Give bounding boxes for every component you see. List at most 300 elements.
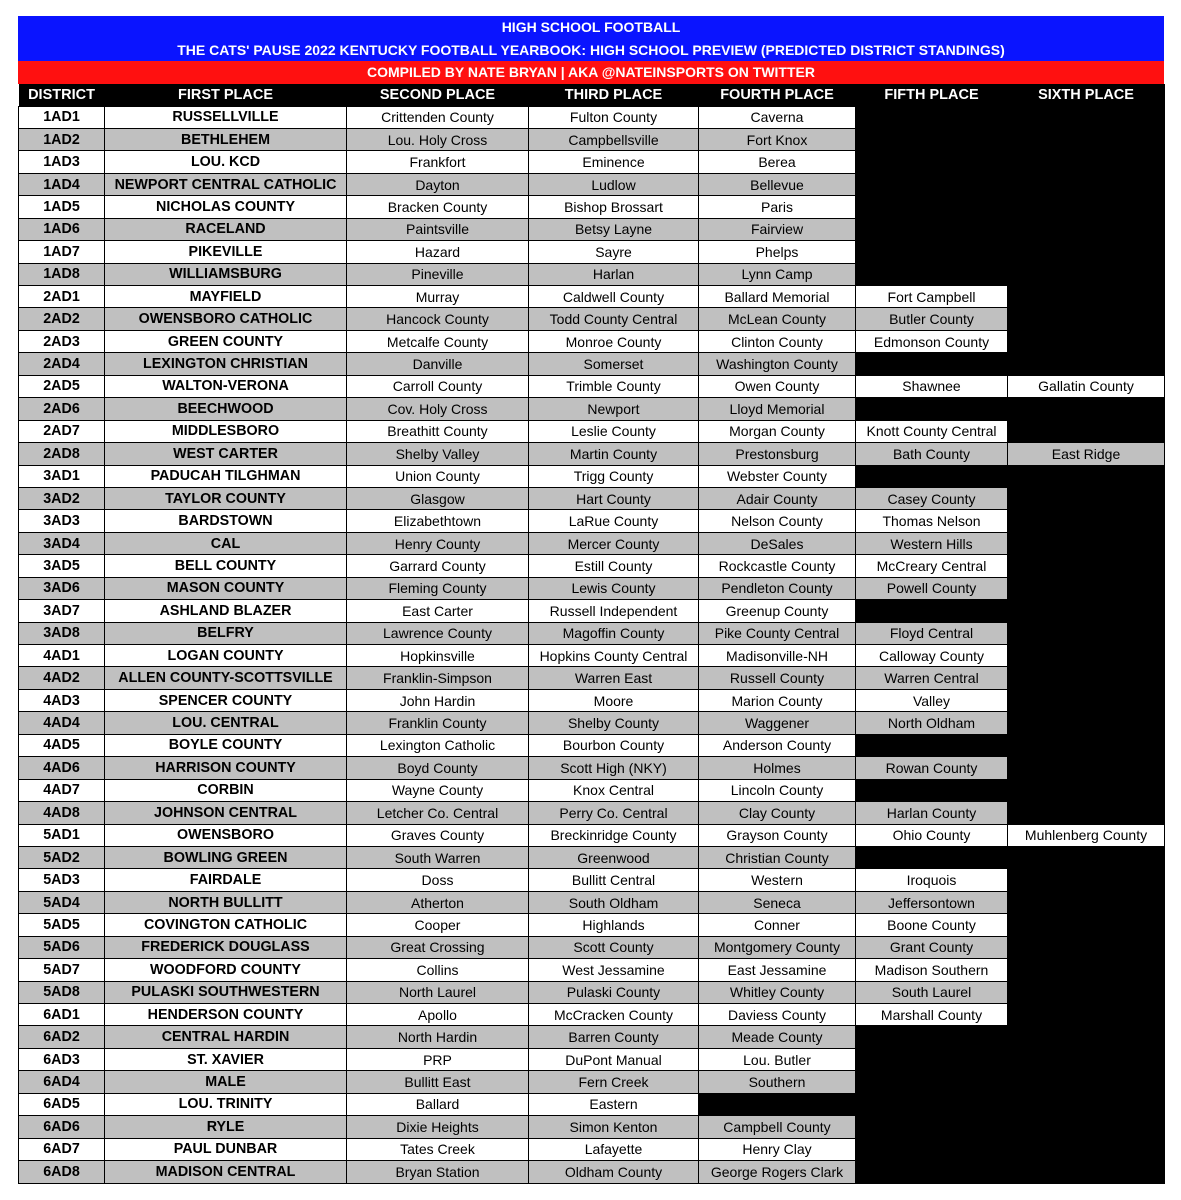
fifth-place-cell: Jeffersontown — [856, 891, 1008, 913]
sixth-place-cell — [1008, 1026, 1165, 1048]
first-place-cell: NORTH BULLITT — [105, 891, 347, 913]
table-row — [19, 128, 1165, 150]
first-place-cell: JOHNSON CENTRAL — [105, 802, 347, 824]
first-place-cell: MALE — [105, 1071, 347, 1093]
table-row — [19, 622, 1165, 644]
fifth-place-cell: Floyd Central — [856, 622, 1008, 644]
fourth-place-cell: Berea — [699, 151, 856, 173]
district-cell: 1AD1 — [19, 106, 105, 128]
fifth-place-cell: Powell County — [856, 577, 1008, 599]
district-cell: 5AD3 — [19, 869, 105, 891]
sixth-place-cell — [1008, 959, 1165, 981]
fifth-place-cell: Grant County — [856, 936, 1008, 958]
fifth-place-cell — [856, 1071, 1008, 1093]
table-row — [19, 308, 1165, 330]
sixth-place-cell — [1008, 196, 1165, 218]
column-header-fourth-place: FOURTH PLACE — [699, 84, 856, 107]
table-row — [19, 757, 1165, 779]
first-place-cell: BELFRY — [105, 622, 347, 644]
second-place-cell: South Warren — [347, 846, 529, 868]
third-place-cell: Perry Co. Central — [529, 802, 699, 824]
third-place-cell: Harlan — [529, 263, 699, 285]
second-place-cell: Wayne County — [347, 779, 529, 801]
fourth-place-cell: Caverna — [699, 106, 856, 128]
first-place-cell: ASHLAND BLAZER — [105, 600, 347, 622]
district-cell: 2AD3 — [19, 330, 105, 352]
sixth-place-cell — [1008, 779, 1165, 801]
fifth-place-cell: Madison Southern — [856, 959, 1008, 981]
fourth-place-cell: East Jessamine — [699, 959, 856, 981]
fifth-place-cell — [856, 173, 1008, 195]
sixth-place-cell — [1008, 1116, 1165, 1138]
table-row — [19, 106, 1165, 128]
first-place-cell: HENDERSON COUNTY — [105, 1004, 347, 1026]
third-place-cell: McCracken County — [529, 1004, 699, 1026]
fifth-place-cell — [856, 398, 1008, 420]
table-row — [19, 1116, 1165, 1138]
sixth-place-cell — [1008, 645, 1165, 667]
district-cell: 5AD5 — [19, 914, 105, 936]
district-cell: 3AD7 — [19, 600, 105, 622]
table-row — [19, 1161, 1165, 1183]
second-place-cell: Henry County — [347, 532, 529, 554]
district-cell: 4AD1 — [19, 645, 105, 667]
fourth-place-cell: Pike County Central — [699, 622, 856, 644]
table-row — [19, 263, 1165, 285]
district-cell: 6AD6 — [19, 1116, 105, 1138]
table-row — [19, 936, 1165, 958]
second-place-cell: John Hardin — [347, 689, 529, 711]
second-place-cell: Breathitt County — [347, 420, 529, 442]
table-row — [19, 353, 1165, 375]
district-cell: 6AD1 — [19, 1004, 105, 1026]
table-row — [19, 645, 1165, 667]
district-cell: 2AD7 — [19, 420, 105, 442]
first-place-cell: LEXINGTON CHRISTIAN — [105, 353, 347, 375]
sixth-place-cell: Muhlenberg County — [1008, 824, 1165, 846]
third-place-cell: Campbellsville — [529, 128, 699, 150]
column-header-second-place: SECOND PLACE — [347, 84, 529, 107]
first-place-cell: TAYLOR COUNTY — [105, 487, 347, 509]
table-row — [19, 398, 1165, 420]
first-place-cell: BELL COUNTY — [105, 555, 347, 577]
district-cell: 1AD6 — [19, 218, 105, 240]
third-place-cell: South Oldham — [529, 891, 699, 913]
sixth-place-cell — [1008, 353, 1165, 375]
first-place-cell: NEWPORT CENTRAL CATHOLIC — [105, 173, 347, 195]
fifth-place-cell — [856, 846, 1008, 868]
second-place-cell: Metcalfe County — [347, 330, 529, 352]
fifth-place-cell: North Oldham — [856, 712, 1008, 734]
sixth-place-cell — [1008, 241, 1165, 263]
fourth-place-cell: Pendleton County — [699, 577, 856, 599]
table-row — [19, 779, 1165, 801]
second-place-cell: Bracken County — [347, 196, 529, 218]
first-place-cell: CORBIN — [105, 779, 347, 801]
subtitle-banner: THE CATS' PAUSE 2022 KENTUCKY FOOTBALL YEARBOOK: HIGH SCHOOL PREVIEW (PREDICTED DISTRICT STANDINGS) — [18, 39, 1164, 62]
sixth-place-cell — [1008, 981, 1165, 1003]
fourth-place-cell: Lloyd Memorial — [699, 398, 856, 420]
second-place-cell: Dixie Heights — [347, 1116, 529, 1138]
second-place-cell: Carroll County — [347, 375, 529, 397]
third-place-cell: Fulton County — [529, 106, 699, 128]
fourth-place-cell: Washington County — [699, 353, 856, 375]
third-place-cell: Eminence — [529, 151, 699, 173]
first-place-cell: NICHOLAS COUNTY — [105, 196, 347, 218]
district-cell: 4AD2 — [19, 667, 105, 689]
fourth-place-cell: Fort Knox — [699, 128, 856, 150]
standings-table — [18, 84, 1165, 1184]
fifth-place-cell — [856, 151, 1008, 173]
fifth-place-cell: Edmonson County — [856, 330, 1008, 352]
fourth-place-cell: Greenup County — [699, 600, 856, 622]
third-place-cell: Hart County — [529, 487, 699, 509]
fifth-place-cell: Thomas Nelson — [856, 510, 1008, 532]
third-place-cell: Todd County Central — [529, 308, 699, 330]
third-place-cell: Caldwell County — [529, 286, 699, 308]
table-row — [19, 959, 1165, 981]
second-place-cell: Paintsville — [347, 218, 529, 240]
second-place-cell: Letcher Co. Central — [347, 802, 529, 824]
third-place-cell: Trigg County — [529, 465, 699, 487]
credit-banner: COMPILED BY NATE BRYAN | AKA @NATEINSPORTS ON TWITTER — [18, 61, 1164, 84]
third-place-cell: Betsy Layne — [529, 218, 699, 240]
sixth-place-cell — [1008, 712, 1165, 734]
district-cell: 3AD5 — [19, 555, 105, 577]
second-place-cell: Tates Creek — [347, 1138, 529, 1160]
first-place-cell: LOU. CENTRAL — [105, 712, 347, 734]
third-place-cell: Breckinridge County — [529, 824, 699, 846]
sixth-place-cell — [1008, 555, 1165, 577]
fourth-place-cell: Phelps — [699, 241, 856, 263]
district-cell: 4AD5 — [19, 734, 105, 756]
table-row — [19, 532, 1165, 554]
third-place-cell: Oldham County — [529, 1161, 699, 1183]
title-banner: HIGH SCHOOL FOOTBALL — [18, 16, 1164, 39]
sixth-place-cell — [1008, 151, 1165, 173]
fourth-place-cell: McLean County — [699, 308, 856, 330]
sixth-place-cell — [1008, 689, 1165, 711]
fourth-place-cell: Western — [699, 869, 856, 891]
table-row — [19, 151, 1165, 173]
fourth-place-cell: Lincoln County — [699, 779, 856, 801]
third-place-cell: Lafayette — [529, 1138, 699, 1160]
district-cell: 2AD1 — [19, 286, 105, 308]
table-row — [19, 420, 1165, 442]
fourth-place-cell: Conner — [699, 914, 856, 936]
first-place-cell: CAL — [105, 532, 347, 554]
column-header-third-place: THIRD PLACE — [529, 84, 699, 107]
fifth-place-cell: Knott County Central — [856, 420, 1008, 442]
first-place-cell: PIKEVILLE — [105, 241, 347, 263]
second-place-cell: Cooper — [347, 914, 529, 936]
table-row — [19, 196, 1165, 218]
fourth-place-cell: Fairview — [699, 218, 856, 240]
table-row — [19, 443, 1165, 465]
district-cell: 3AD2 — [19, 487, 105, 509]
third-place-cell: Scott County — [529, 936, 699, 958]
district-cell: 2AD6 — [19, 398, 105, 420]
sixth-place-cell — [1008, 891, 1165, 913]
fifth-place-cell — [856, 1093, 1008, 1115]
fifth-place-cell — [856, 241, 1008, 263]
third-place-cell: Lewis County — [529, 577, 699, 599]
second-place-cell: Atherton — [347, 891, 529, 913]
fourth-place-cell: Rockcastle County — [699, 555, 856, 577]
table-row — [19, 869, 1165, 891]
fifth-place-cell — [856, 1138, 1008, 1160]
fifth-place-cell: Rowan County — [856, 757, 1008, 779]
first-place-cell: LOU. KCD — [105, 151, 347, 173]
fourth-place-cell: Grayson County — [699, 824, 856, 846]
fourth-place-cell — [699, 1093, 856, 1115]
fifth-place-cell: McCreary Central — [856, 555, 1008, 577]
third-place-cell: Moore — [529, 689, 699, 711]
first-place-cell: WOODFORD COUNTY — [105, 959, 347, 981]
sixth-place-cell — [1008, 173, 1165, 195]
table-row — [19, 914, 1165, 936]
fourth-place-cell: Campbell County — [699, 1116, 856, 1138]
second-place-cell: Cov. Holy Cross — [347, 398, 529, 420]
second-place-cell: Pineville — [347, 263, 529, 285]
district-cell: 4AD3 — [19, 689, 105, 711]
first-place-cell: MIDDLESBORO — [105, 420, 347, 442]
fourth-place-cell: Southern — [699, 1071, 856, 1093]
sixth-place-cell — [1008, 465, 1165, 487]
sixth-place-cell — [1008, 622, 1165, 644]
second-place-cell: Bullitt East — [347, 1071, 529, 1093]
sixth-place-cell — [1008, 308, 1165, 330]
fourth-place-cell: Russell County — [699, 667, 856, 689]
third-place-cell: Warren East — [529, 667, 699, 689]
fourth-place-cell: Clay County — [699, 802, 856, 824]
district-cell: 2AD5 — [19, 375, 105, 397]
sixth-place-cell — [1008, 510, 1165, 532]
first-place-cell: FAIRDALE — [105, 869, 347, 891]
table-row — [19, 375, 1165, 397]
column-header-district: DISTRICT — [19, 84, 105, 107]
first-place-cell: BEECHWOOD — [105, 398, 347, 420]
second-place-cell: Shelby Valley — [347, 443, 529, 465]
fourth-place-cell: Prestonsburg — [699, 443, 856, 465]
sixth-place-cell — [1008, 667, 1165, 689]
table-row — [19, 824, 1165, 846]
district-cell: 1AD3 — [19, 151, 105, 173]
fourth-place-cell: Lou. Butler — [699, 1048, 856, 1070]
table-row — [19, 241, 1165, 263]
table-row — [19, 689, 1165, 711]
first-place-cell: LOGAN COUNTY — [105, 645, 347, 667]
sixth-place-cell — [1008, 1138, 1165, 1160]
first-place-cell: FREDERICK DOUGLASS — [105, 936, 347, 958]
table-row — [19, 510, 1165, 532]
fifth-place-cell — [856, 1026, 1008, 1048]
sixth-place-cell — [1008, 487, 1165, 509]
first-place-cell: BOWLING GREEN — [105, 846, 347, 868]
table-row — [19, 712, 1165, 734]
district-cell: 6AD3 — [19, 1048, 105, 1070]
third-place-cell: Mercer County — [529, 532, 699, 554]
column-header-first-place: FIRST PLACE — [105, 84, 347, 107]
table-row — [19, 802, 1165, 824]
sixth-place-cell — [1008, 330, 1165, 352]
fifth-place-cell: Butler County — [856, 308, 1008, 330]
second-place-cell: Murray — [347, 286, 529, 308]
fourth-place-cell: Adair County — [699, 487, 856, 509]
district-cell: 6AD4 — [19, 1071, 105, 1093]
district-cell: 1AD7 — [19, 241, 105, 263]
sixth-place-cell — [1008, 734, 1165, 756]
fifth-place-cell — [856, 600, 1008, 622]
sixth-place-cell — [1008, 286, 1165, 308]
fifth-place-cell — [856, 106, 1008, 128]
third-place-cell: Ludlow — [529, 173, 699, 195]
third-place-cell: Highlands — [529, 914, 699, 936]
second-place-cell: Graves County — [347, 824, 529, 846]
second-place-cell: Apollo — [347, 1004, 529, 1026]
third-place-cell: Hopkins County Central — [529, 645, 699, 667]
third-place-cell: Magoffin County — [529, 622, 699, 644]
second-place-cell: Great Crossing — [347, 936, 529, 958]
first-place-cell: BETHLEHEM — [105, 128, 347, 150]
first-place-cell: MADISON CENTRAL — [105, 1161, 347, 1183]
fifth-place-cell: Western Hills — [856, 532, 1008, 554]
second-place-cell: North Laurel — [347, 981, 529, 1003]
district-cell: 3AD4 — [19, 532, 105, 554]
district-cell: 3AD3 — [19, 510, 105, 532]
fifth-place-cell — [856, 196, 1008, 218]
fourth-place-cell: Lynn Camp — [699, 263, 856, 285]
first-place-cell: RACELAND — [105, 218, 347, 240]
district-cell: 2AD2 — [19, 308, 105, 330]
fourth-place-cell: Christian County — [699, 846, 856, 868]
third-place-cell: Eastern — [529, 1093, 699, 1115]
fourth-place-cell: George Rogers Clark — [699, 1161, 856, 1183]
standings-sheet — [18, 16, 1164, 1184]
table-row — [19, 1093, 1165, 1115]
first-place-cell: BARDSTOWN — [105, 510, 347, 532]
fourth-place-cell: Daviess County — [699, 1004, 856, 1026]
fifth-place-cell — [856, 465, 1008, 487]
second-place-cell: Collins — [347, 959, 529, 981]
sixth-place-cell — [1008, 757, 1165, 779]
fifth-place-cell: Calloway County — [856, 645, 1008, 667]
district-cell: 5AD7 — [19, 959, 105, 981]
table-row — [19, 891, 1165, 913]
first-place-cell: LOU. TRINITY — [105, 1093, 347, 1115]
first-place-cell: COVINGTON CATHOLIC — [105, 914, 347, 936]
district-cell: 3AD8 — [19, 622, 105, 644]
first-place-cell: RUSSELLVILLE — [105, 106, 347, 128]
third-place-cell: Leslie County — [529, 420, 699, 442]
third-place-cell: Scott High (NKY) — [529, 757, 699, 779]
third-place-cell: Monroe County — [529, 330, 699, 352]
sixth-place-cell — [1008, 263, 1165, 285]
fifth-place-cell: Warren Central — [856, 667, 1008, 689]
second-place-cell: Franklin-Simpson — [347, 667, 529, 689]
table-row — [19, 846, 1165, 868]
fifth-place-cell — [856, 353, 1008, 375]
third-place-cell: Trimble County — [529, 375, 699, 397]
fifth-place-cell — [856, 779, 1008, 801]
table-row — [19, 487, 1165, 509]
third-place-cell: Simon Kenton — [529, 1116, 699, 1138]
district-cell: 2AD8 — [19, 443, 105, 465]
third-place-cell: Bourbon County — [529, 734, 699, 756]
second-place-cell: Elizabethtown — [347, 510, 529, 532]
first-place-cell: WEST CARTER — [105, 443, 347, 465]
fourth-place-cell: Holmes — [699, 757, 856, 779]
third-place-cell: Knox Central — [529, 779, 699, 801]
second-place-cell: Frankfort — [347, 151, 529, 173]
third-place-cell: Sayre — [529, 241, 699, 263]
second-place-cell: Boyd County — [347, 757, 529, 779]
sixth-place-cell: Gallatin County — [1008, 375, 1165, 397]
fourth-place-cell: Morgan County — [699, 420, 856, 442]
third-place-cell: Somerset — [529, 353, 699, 375]
fourth-place-cell: DeSales — [699, 532, 856, 554]
district-cell: 5AD6 — [19, 936, 105, 958]
first-place-cell: HARRISON COUNTY — [105, 757, 347, 779]
sixth-place-cell — [1008, 218, 1165, 240]
district-cell: 6AD8 — [19, 1161, 105, 1183]
district-cell: 4AD4 — [19, 712, 105, 734]
fifth-place-cell: Harlan County — [856, 802, 1008, 824]
first-place-cell: MASON COUNTY — [105, 577, 347, 599]
fifth-place-cell: South Laurel — [856, 981, 1008, 1003]
fifth-place-cell — [856, 1048, 1008, 1070]
sixth-place-cell — [1008, 802, 1165, 824]
second-place-cell: Doss — [347, 869, 529, 891]
table-row — [19, 1026, 1165, 1048]
table-row — [19, 465, 1165, 487]
first-place-cell: SPENCER COUNTY — [105, 689, 347, 711]
sixth-place-cell — [1008, 577, 1165, 599]
district-cell: 5AD1 — [19, 824, 105, 846]
fifth-place-cell — [856, 1116, 1008, 1138]
sixth-place-cell — [1008, 128, 1165, 150]
second-place-cell: Hancock County — [347, 308, 529, 330]
fifth-place-cell: Iroquois — [856, 869, 1008, 891]
second-place-cell: Union County — [347, 465, 529, 487]
fifth-place-cell — [856, 263, 1008, 285]
district-cell: 1AD4 — [19, 173, 105, 195]
second-place-cell: Bryan Station — [347, 1161, 529, 1183]
first-place-cell: MAYFIELD — [105, 286, 347, 308]
district-cell: 1AD5 — [19, 196, 105, 218]
table-row — [19, 330, 1165, 352]
third-place-cell: Fern Creek — [529, 1071, 699, 1093]
table-row — [19, 600, 1165, 622]
table-row — [19, 734, 1165, 756]
third-place-cell: Martin County — [529, 443, 699, 465]
table-row — [19, 667, 1165, 689]
fourth-place-cell: Clinton County — [699, 330, 856, 352]
third-place-cell: Pulaski County — [529, 981, 699, 1003]
sixth-place-cell — [1008, 846, 1165, 868]
table-row — [19, 173, 1165, 195]
district-cell: 5AD8 — [19, 981, 105, 1003]
district-cell: 4AD7 — [19, 779, 105, 801]
first-place-cell: PAUL DUNBAR — [105, 1138, 347, 1160]
fifth-place-cell: Shawnee — [856, 375, 1008, 397]
first-place-cell: OWENSBORO — [105, 824, 347, 846]
third-place-cell: Newport — [529, 398, 699, 420]
sixth-place-cell — [1008, 420, 1165, 442]
second-place-cell: Lou. Holy Cross — [347, 128, 529, 150]
fifth-place-cell — [856, 128, 1008, 150]
district-cell: 6AD7 — [19, 1138, 105, 1160]
